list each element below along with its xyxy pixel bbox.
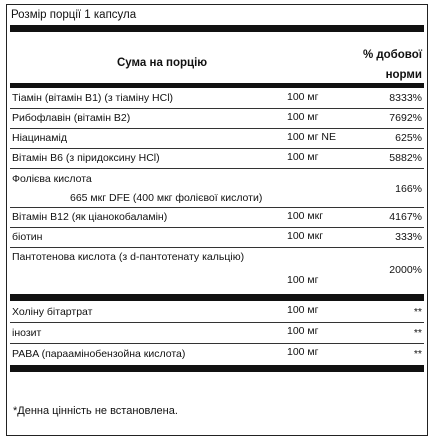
daily-value: ** (413, 327, 422, 339)
daily-value: 5882% (389, 152, 422, 164)
nutrient-amount: 100 мг (287, 304, 319, 316)
daily-value: 7692% (389, 112, 422, 124)
nutrient-name: Рибофлавін (вітамін B2) (12, 112, 131, 124)
table-row (10, 129, 424, 149)
nutrient-name: Холіну бітартрат (12, 306, 93, 318)
nutrient-amount: 665 мкг DFE (400 мкг фолієвої кислоти) (70, 192, 263, 204)
serving-size: Розмір порції 1 капсула (11, 9, 137, 21)
daily-value: ** (413, 306, 422, 318)
nutrient-name: Фолієва кислота (12, 173, 92, 185)
bottom-divider (10, 365, 424, 372)
daily-value: 4167% (389, 211, 422, 223)
daily-value: 166% (395, 183, 422, 195)
supplement-facts-panel (6, 4, 428, 436)
table-row (10, 149, 424, 169)
table-row (10, 169, 424, 208)
table-row (10, 208, 424, 228)
nutrient-name: Ніацинамід (12, 132, 67, 144)
nutrient-amount: 100 мг (287, 274, 319, 286)
nutrient-name: біотин (12, 231, 43, 243)
daily-value-header (342, 45, 422, 85)
daily-value: ** (413, 348, 422, 360)
nutrient-amount: 100 мг (287, 111, 319, 123)
nutrient-amount: 100 мкг (287, 210, 324, 222)
nutrient-name: Вітамін B12 (як ціанокобаламін) (12, 211, 168, 223)
nutrient-amount: 100 мг (287, 325, 319, 337)
daily-value-header-line2: норми (385, 69, 422, 81)
header-divider (10, 83, 424, 88)
nutrient-name: Вітамін B6 (з піридоксину HCl) (12, 152, 160, 164)
daily-value: 2000% (389, 264, 422, 276)
nutrient-amount: 100 мг (287, 151, 319, 163)
table-row (10, 89, 424, 109)
nutrient-amount: 100 мг NE (287, 131, 336, 143)
section-divider (10, 294, 424, 301)
table-row (10, 228, 424, 248)
nutrient-name: Тіамін (вітамін B1) (з тіаміну HCl) (12, 92, 174, 104)
amount-per-serving-header: Сума на порцію (117, 57, 208, 69)
table-row (10, 302, 424, 323)
nutrient-name: інозит (12, 327, 42, 339)
nutrient-name: Пантотенова кислота (з d-пантотенату кальцію) (12, 251, 245, 263)
daily-value: 8333% (389, 92, 422, 104)
nutrient-name: PABA (параамінобензойна кислота) (12, 348, 186, 360)
table-row (10, 109, 424, 129)
daily-value: 625% (395, 132, 422, 144)
top-divider (10, 25, 424, 32)
daily-value-header-line1: % добової (362, 49, 422, 61)
daily-value: 333% (395, 231, 422, 243)
nutrient-amount: 100 мг (287, 91, 319, 103)
nutrient-amount: 100 мг (287, 346, 319, 358)
table-row (10, 248, 424, 292)
table-row (10, 323, 424, 344)
nutrient-amount: 100 мкг (287, 230, 324, 242)
table-row (10, 344, 424, 364)
footnote: *Денна цінність не встановлена. (13, 405, 178, 417)
